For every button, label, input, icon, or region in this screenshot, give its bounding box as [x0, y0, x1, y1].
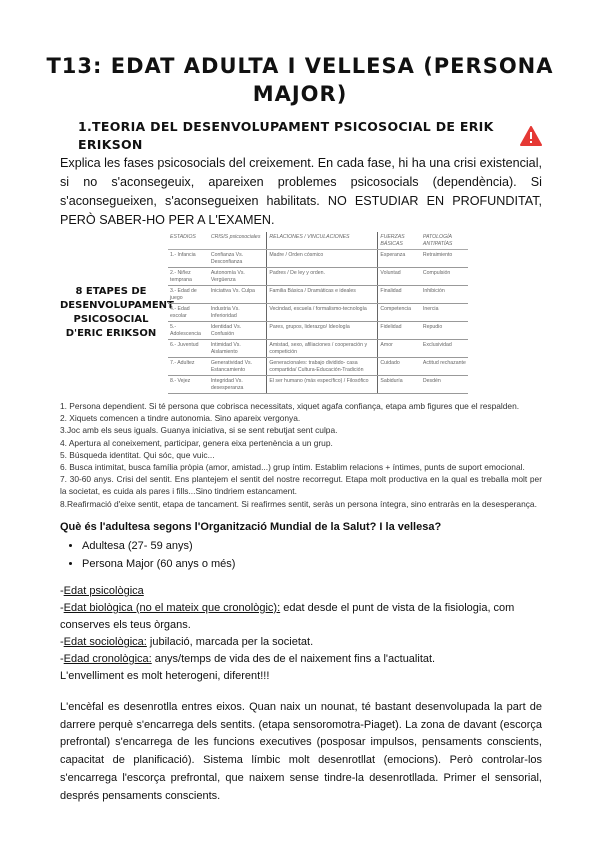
table-cell: Amistad, sexo, afiliaciones / cooperación y competición	[267, 340, 378, 358]
table-cell: Padres / De ley y orden.	[267, 268, 378, 286]
stage-item: 3.Joc amb els seus iguals. Guanya iniciativa, si se sent rebutjat sent culpa.	[60, 425, 338, 436]
table-row	[168, 322, 468, 340]
conclusion-text: L'envelliment es molt heterogeni, diferent!!!	[60, 669, 270, 682]
table-cell: Iniciativa Vs. Culpa	[209, 286, 267, 304]
definition-text: jubilació, marcada per la societat.	[146, 635, 314, 648]
table-cell: Voluntad	[378, 268, 421, 286]
definition-term: Edat psicològica	[63, 584, 144, 597]
table-header-row	[168, 232, 468, 250]
definition-prefix: -	[60, 652, 64, 665]
table-cell: 7.- Adultez	[168, 358, 209, 376]
age-definitions	[60, 583, 542, 685]
definition-text: edat desde el punt de vista de la fisiologia, com conserves els teus òrgans.	[60, 601, 515, 631]
definition-item	[60, 583, 542, 600]
table-cell: Generacionales: trabajo dividido- casa compartida/ Cultura-Educación-Tradición	[267, 358, 378, 376]
table-row	[168, 304, 468, 322]
page-title: T13: EDAT ADULTA I VELLESA (PERSONA MAJOR)	[46, 54, 554, 106]
table-cell: Fidelidad	[378, 322, 421, 340]
table-cell: Esperanza	[378, 250, 421, 268]
table-cell: 2.- Niñez temprana	[168, 268, 209, 286]
table-cell: Compulsión	[421, 268, 468, 286]
table-cell: 8.- Vejez	[168, 376, 209, 394]
table-header-cell: PATOLOGÍA ANTIPATÍAS	[421, 232, 468, 250]
table-cell: 1.- Infancia	[168, 250, 209, 268]
section-heading-row	[60, 118, 542, 154]
definition-text: anys/temps de vida des de el naixement fins a l'actualitat.	[151, 652, 436, 665]
section-heading: 1.TEORIA DEL DESENVOLUPAMENT PSICOSOCIAL DE ERIK ERIKSON	[78, 119, 494, 152]
stage-item: 6. Busca intimitat, busca família pròpia (amor, amistad...) grup íntim. Establim relacions + íntimes, punts de suport emocional.	[60, 462, 525, 473]
table-header-cell: ESTADIOS	[168, 232, 209, 250]
table-cell: Amor	[378, 340, 421, 358]
table-cell: Integridad Vs. desesperanza	[209, 376, 267, 394]
table-cell: 5.- Adolescencia	[168, 322, 209, 340]
table-row	[168, 376, 468, 394]
table-row	[168, 250, 468, 268]
brain-paragraph: L'encèfal es desenrotlla entres eixos. Quan naix un nounat, té bastant desenvolupada la part de darrere perquè s'encarrega dels sentits. (etapa sensoromotra-Piaget). La zona de davant (escorça prefrontal) s'encarrega de les funcions executives (posposar impulsos, pensaments conscients, capacitat de planificació). Sistema límbic molt desenrotllat (emocions). Però controlar-los s'encarrega l'escorça prefrontal, que naixem sense tindre-la desenrotllada. Primer el sensorial, després pensaments conscients.	[60, 700, 542, 802]
definition-term: Edat sociològica:	[63, 635, 147, 648]
intro-paragraph: Explica les fases psicosocials del creixement. En cada fase, hi ha una crisi existencial, si no s'aconsegeuix, apareixen problemes psicosocials (dependència). Si s'aconsegueixen, s'aconsegueixen habilitats. NO ESTUDIAR EN PROFUNDITAT, PERÒ SABER-HO PER A L'EXAMEN.	[60, 156, 542, 227]
definition-prefix: -	[60, 584, 64, 597]
table-cell: Identidad Vs. Confusión	[209, 322, 267, 340]
table-cell: 4.- Edad escolar	[168, 304, 209, 322]
table-side-label: 8 ETAPES DE DESENVOLUPAMENT PSICOSOCIAL D'ERIC ERIKSON	[60, 286, 174, 339]
table-cell: Exclusividad	[421, 340, 468, 358]
stage-item: 2. Xiquets comencen a tindre autonomia. Sino apareix vergonya.	[60, 413, 301, 424]
table-cell: Familia Básica / Dramáticas e ideales	[267, 286, 378, 304]
table-row	[168, 286, 468, 304]
table-cell: Inercia	[421, 304, 468, 322]
table-cell: Intimidad Vs. Aislamiento	[209, 340, 267, 358]
definition-item	[60, 651, 542, 668]
age-bullets	[68, 537, 542, 573]
table-cell: Madre / Orden cósmico	[267, 250, 378, 268]
stage-item: 7. 30-60 anys. Crisi del sentit. Ens plantejem el sentit del nostre recorregut. Etapa molt productiva en la qual es treballa molt per la societat, es cuida als pares i fills...Sino tindriem estancament.	[60, 474, 542, 497]
definition-item	[60, 600, 542, 634]
table-cell: Retraimiento	[421, 250, 468, 268]
stage-item: 4. Apertura al coneixement, participar, genera eixa pertenència a un grup.	[60, 437, 333, 448]
table-cell: Industria Vs. Inferioridad	[209, 304, 267, 322]
bullet-item: • Adultesa (27- 59 anys)	[82, 537, 542, 555]
table-cell: Desdén	[421, 376, 468, 394]
definition-prefix: -	[60, 635, 64, 648]
table-cell: El ser humano (más específico) / Filosófico	[267, 376, 378, 394]
stages-list	[60, 400, 542, 510]
table-cell: Autonomía Vs. Vergüenza	[209, 268, 267, 286]
table-row	[168, 358, 468, 376]
table-cell: Confianza Vs. Desconfianza	[209, 250, 267, 268]
table-cell: Finalidad	[378, 286, 421, 304]
table-cell: Inhibición	[421, 286, 468, 304]
erikson-stages-table	[168, 232, 468, 394]
table-cell: 6.- Juventud	[168, 340, 209, 358]
table-cell: Pares, grupos, liderazgo/ Ideología	[267, 322, 378, 340]
table-cell: Vecindad, escuela / formalismo-tecnología	[267, 304, 378, 322]
table-row	[168, 340, 468, 358]
table-header-cell: CRISIS psicosociales	[209, 232, 267, 250]
table-header-cell: FUERZAS BÁSICAS	[378, 232, 421, 250]
definition-term: Edad cronològica:	[63, 652, 152, 665]
warning-icon	[520, 126, 542, 146]
table-row	[168, 268, 468, 286]
question-heading: Què és l'adultesa segons l'Organització Mundial de la Salut? I la vellesa?	[60, 520, 442, 533]
table-cell: Repudio	[421, 322, 468, 340]
table-cell: Competencia	[378, 304, 421, 322]
definition-prefix: -	[60, 601, 64, 614]
definition-item	[60, 634, 542, 651]
table-section	[60, 232, 542, 394]
definition-term: Edat biològica (no el mateix que cronològic):	[63, 601, 281, 614]
table-cell: Generatividad Vs. Estancamiento	[209, 358, 267, 376]
stage-item: 8.Reafirmació d'eixe sentit, etapa de tancament. Si reafirmes sentit, seràs un persona íntegra, sino entraràs en la desesperança.	[60, 498, 537, 509]
stage-item: 1. Persona dependient. Si té persona que cobrisca necessitats, xiquet agafa confiança, etapa amb figures que el respalden.	[60, 401, 520, 411]
table-cell: Cuidado	[378, 358, 421, 376]
table-cell: Actitud rechazante	[421, 358, 468, 376]
table-cell: Sabiduría	[378, 376, 421, 394]
table-cell: 3.- Edad de juego	[168, 286, 209, 304]
stage-item: 5. Búsqueda identitat. Qui sóc, que vuic...	[60, 449, 215, 460]
table-header-cell: RELACIONES / VINCULACIONES	[267, 232, 378, 250]
bullet-item: • Persona Major (60 anys o més)	[82, 555, 542, 573]
